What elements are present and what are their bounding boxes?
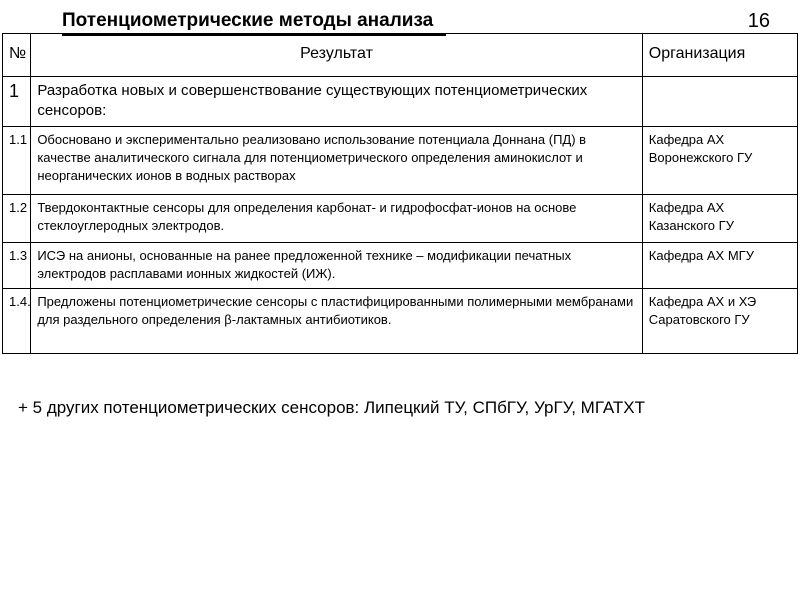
- row-num: 1.2: [3, 195, 31, 243]
- table-header-row: [3, 34, 798, 77]
- row-result: Твердоконтактные сенсоры для определения карбонат- и гидрофосфат-ионов на основе стеклоуглеродных электродов.: [31, 195, 642, 243]
- page-number: 16: [747, 10, 770, 32]
- section-organization: [642, 77, 797, 127]
- header-organization: Организация: [642, 34, 797, 77]
- table-row: [3, 243, 798, 289]
- row-organization: Кафедра АХ МГУ: [642, 243, 797, 289]
- row-num: 1.4.: [3, 289, 31, 354]
- table-row: [3, 289, 798, 354]
- table-row-section: [3, 77, 798, 127]
- row-organization: Кафедра АХ и ХЭ Саратовского ГУ: [642, 289, 797, 354]
- row-organization: Кафедра АХ Воронежского ГУ: [642, 127, 797, 195]
- row-organization: Кафедра АХ Казанского ГУ: [642, 195, 797, 243]
- footer-note: + 5 других потенциометрических сенсоров: Липецкий ТУ, СПбГУ, УрГУ, МГАТХТ: [18, 398, 646, 417]
- row-result: Обосновано и экспериментально реализовано использование потенциала Доннана (ПД) в качестве аналитического сигнала для потенциометрического определения аминокислот и неорганических ионов в водных растворах: [31, 127, 642, 195]
- slide-title: Потенциометрические методы анализа: [62, 10, 434, 31]
- header-result: Результат: [31, 34, 642, 77]
- results-table: [2, 33, 798, 354]
- section-num: 1: [3, 77, 31, 127]
- row-num: 1.1: [3, 127, 31, 195]
- header-num: №: [3, 34, 31, 77]
- row-result: ИСЭ на анионы, основанные на ранее предложенной технике – модификации печатных электродов расплавами ионных жидкостей (ИЖ).: [31, 243, 642, 289]
- table-row: [3, 195, 798, 243]
- table-row: [3, 127, 798, 195]
- row-result: Предложены потенциометрические сенсоры с пластифицированными полимерными мембранами для раздельного определения β-лактамных антибиотиков.: [31, 289, 642, 354]
- section-result: Разработка новых и совершенствование существующих потенциометрических сенсоров:: [31, 77, 642, 127]
- row-num: 1.3: [3, 243, 31, 289]
